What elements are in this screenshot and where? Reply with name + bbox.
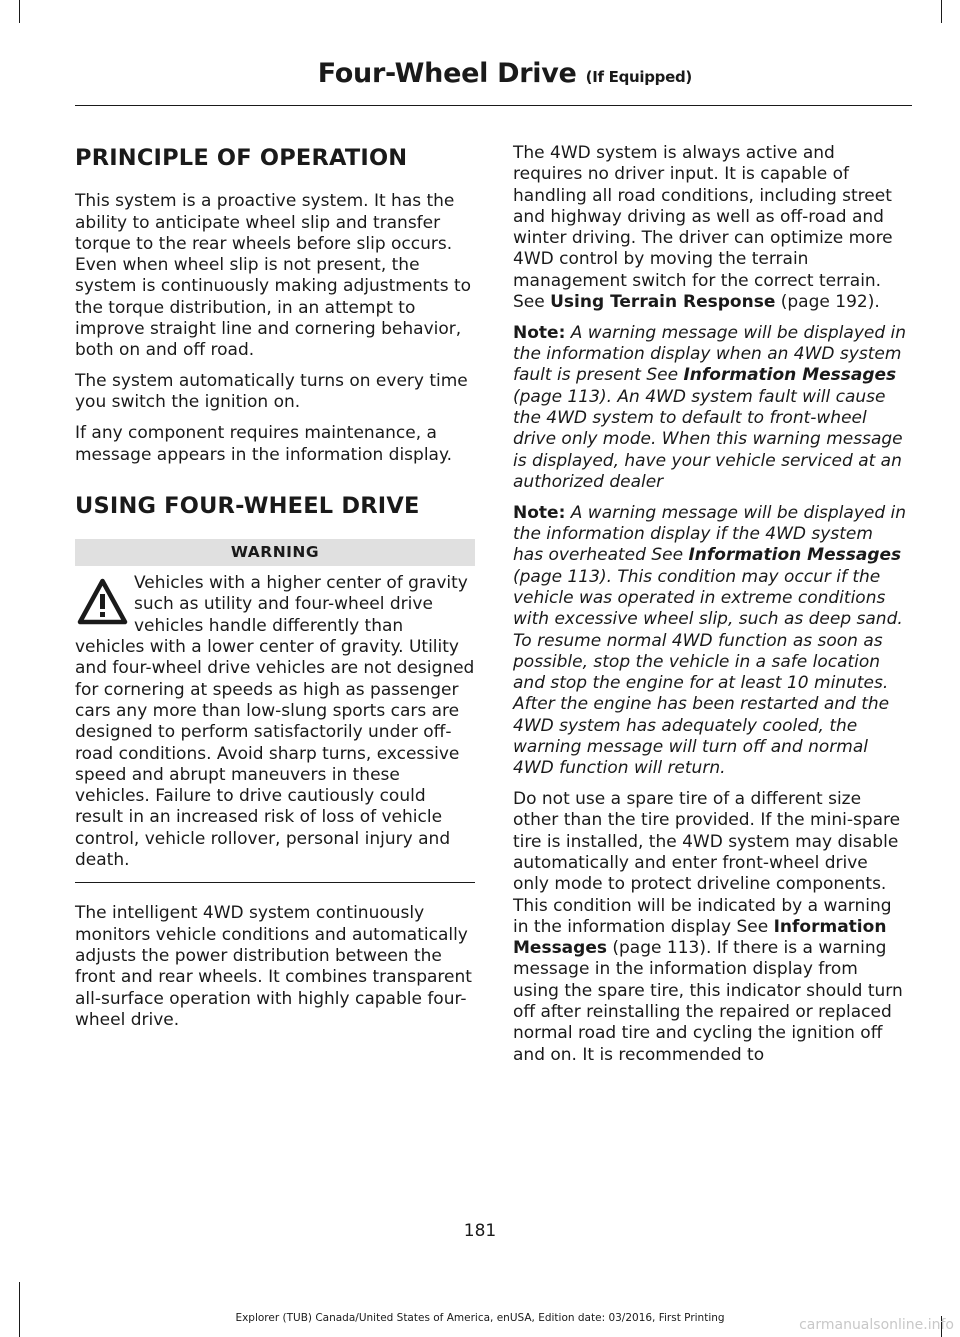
note-text: (page 113). This condition may occur if the vehicle was operated in extreme conditions with excessive wheel slip, such as deep sand. To resume normal 4WD function as soon as possible, stop the vehicle in a safe location and stop the engine for at least 10 minutes. After the engine has been restarted and the 4WD system has adequately cooled, the warning message will turn off and normal 4WD function will return. bbox=[513, 566, 903, 779]
xref-terrain-response[interactable]: Using Terrain Response bbox=[550, 292, 776, 313]
note-text: A warning message will be displayed in the information display when an 4WD system fault is present See bbox=[513, 322, 907, 386]
right-column bbox=[513, 143, 908, 1075]
note-text: A warning message will be displayed in the information display if the 4WD system has overheated See bbox=[513, 502, 907, 566]
warning-body bbox=[75, 573, 475, 871]
note-text: (page 113). An 4WD system fault will cause the 4WD system to default to front-wheel drive only mode. When this warning message is displayed, have your vehicle serviced at an authorized dealer bbox=[513, 386, 903, 492]
paragraph-text: (page 113). If there is a warning message in the information display from using the spare tire, this indicator should turn off after reinstalling the repaired or replaced normal road tire and cycling the ignition off and on. It is recommended to bbox=[513, 938, 903, 1065]
page-header-title bbox=[318, 58, 692, 89]
note-fault bbox=[513, 323, 908, 493]
paragraph-text: Do not use a spare tire of a different size other than the tire provided. If the mini-spare tire is installed, the 4WD system may disable automatically and enter front-wheel drive only mode to protect driveline components. This condition will be indicated by a warning in the information display See bbox=[513, 789, 901, 937]
crop-mark-top-right bbox=[941, 0, 942, 23]
chapter-title: Four-Wheel Drive bbox=[317, 58, 577, 89]
warning-rule bbox=[75, 882, 475, 883]
paragraph-text: The 4WD system is always active and requires no driver input. It is capable of handling all road conditions, including street and highway driving as well as off-road and winter driving. The driver can optimize more 4WD control by moving the terrain management switch for the correct terrain. See bbox=[513, 143, 893, 313]
xref-information-messages[interactable]: Information Messages bbox=[683, 365, 897, 386]
page-ref: (page 192). bbox=[775, 292, 880, 313]
paragraph-intelligent-4wd: The intelligent 4WD system continuously monitors vehicle conditions and automatically adjusts the power distribution between the front and rear wheels. It combines transparent all-surface operation with highly capable four-wheel drive. bbox=[75, 903, 472, 1030]
xref-information-messages[interactable]: Information Messages bbox=[513, 916, 887, 959]
warning-box bbox=[75, 539, 475, 883]
section-heading-using: USING FOUR-WHEEL DRIVE bbox=[75, 492, 420, 519]
paragraph-spare-tire bbox=[513, 789, 908, 1066]
note-label: Note: bbox=[513, 322, 566, 343]
crop-mark-top-left bbox=[19, 0, 20, 23]
note-label: Note: bbox=[513, 502, 566, 523]
paragraph-auto-on: The system automatically turns on every time you switch the ignition on. bbox=[75, 371, 468, 413]
watermark: carmanualsonline.info bbox=[799, 1317, 954, 1333]
header-rule bbox=[75, 105, 912, 106]
warning-triangle-icon bbox=[75, 575, 130, 633]
left-column bbox=[75, 140, 475, 1041]
warning-text: Vehicles with a higher center of gravity such as utility and four-wheel drive vehicles handle differently than vehicles with a lower center of gravity. Utility and four-wheel drive vehicles are not designed for cornering at speeds as high as passenger cars any more than low-slung sports cars are designed to perform satisfactorily under off-road conditions. Avoid sharp turns, excessive speed and abrupt maneuvers in these vehicles. Failure to drive cautiously could result in an increased risk of loss of vehicle control, vehicle rollover, personal injury and death. bbox=[75, 573, 475, 871]
footer-edition: Explorer (TUB) Canada/United States of America, enUSA, Edition date: 03/2016, First Printing bbox=[235, 1312, 725, 1324]
chapter-subtitle: (If Equipped) bbox=[585, 68, 692, 86]
paragraph-maintenance: If any component requires maintenance, a message appears in the information display. bbox=[75, 423, 452, 465]
page-number: 181 bbox=[463, 1221, 497, 1241]
xref-information-messages[interactable]: Information Messages bbox=[688, 545, 902, 566]
warning-label: WARNING bbox=[75, 539, 475, 566]
paragraph-always-active bbox=[513, 143, 908, 313]
note-overheat bbox=[513, 503, 908, 780]
section-heading-principle: PRINCIPLE OF OPERATION bbox=[75, 145, 408, 171]
paragraph-principle: This system is a proactive system. It has the ability to anticipate wheel slip and transfer torque to the rear wheels before slip occurs. Even when wheel slip is not present, the system is continuously making adjustments to the torque distribution, in an attempt to improve straight line and cornering behavior, both on and off road. bbox=[75, 191, 472, 361]
crop-mark-bottom-left bbox=[19, 1282, 20, 1337]
